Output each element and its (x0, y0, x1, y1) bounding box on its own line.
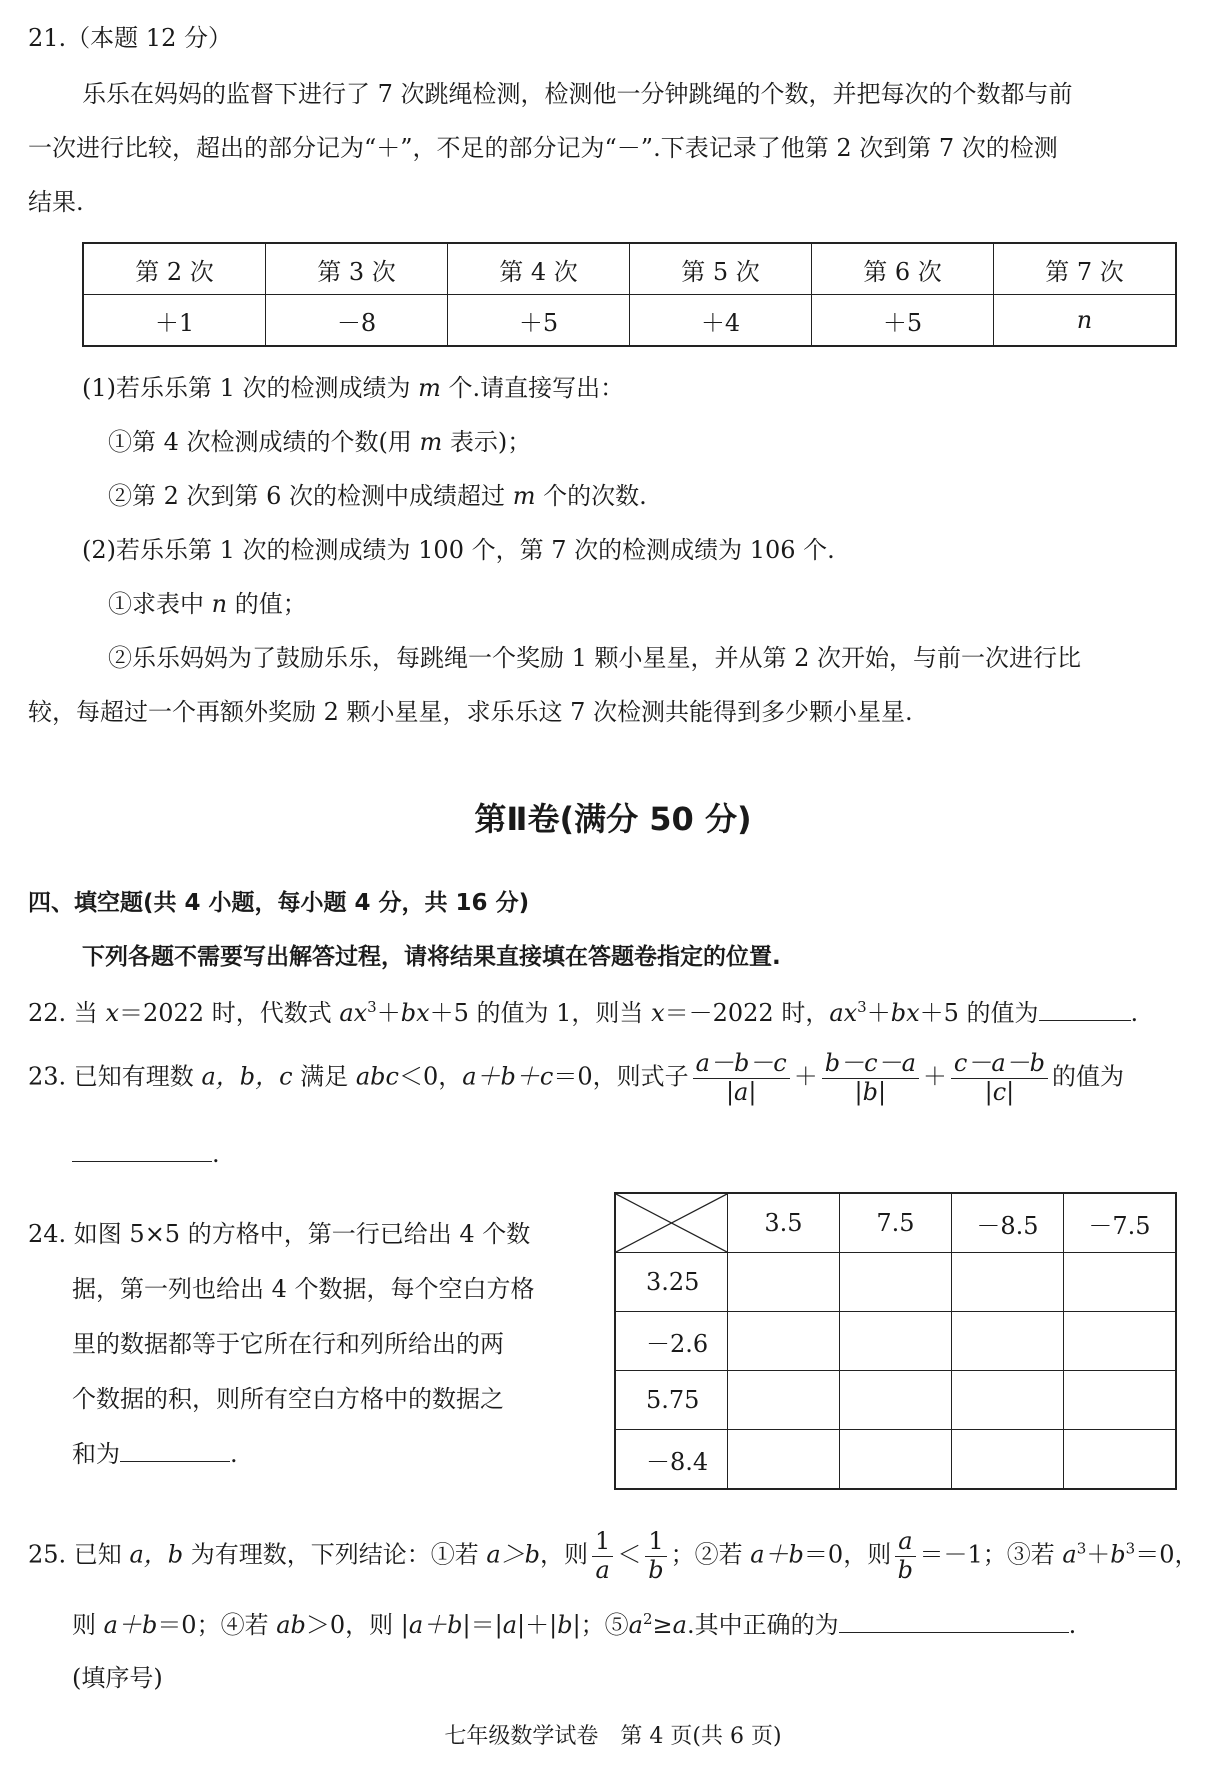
q21-header: 21.（本题 12 分） (28, 24, 232, 52)
grid-row-label: 3.25 (615, 1253, 728, 1312)
grid-row-label: 5.75 (615, 1371, 728, 1430)
q21-part2-ii-line1: ②乐乐妈妈为了鼓励乐乐，每跳绳一个奖励 1 颗小星星，并从第 2 次开始，与前一次进行比 (108, 644, 1082, 672)
q25-fraction-1-over-b: $\frac{1}{b}$ (645, 1528, 666, 1584)
table-cell: n (994, 295, 1177, 347)
page-footer: 七年级数学试卷 第 4 页(共 6 页) (444, 1724, 782, 1749)
q23-fraction-2: $\frac{b-c-a}{|b|}$ (822, 1050, 919, 1106)
grid-empty-cell (728, 1371, 840, 1430)
table-header-cell: 第 3 次 (266, 243, 448, 295)
q24-line1: 24. 如图 5×5 的方格中，第一行已给出 4 个数 (28, 1220, 531, 1248)
q23: 23. 已知有理数 a，b，c 满足 abc＜0，a＋b＋c＝0，则式子 $\frac{a-b-c}{|a|}$ ＋ $\frac{b-c-a}{|b|}$ ＋ $\frac{c-a-b}{|c|}$ 的值为 (28, 1049, 1125, 1106)
table-row (83, 243, 1176, 295)
q24-line5: 和为 . (72, 1440, 238, 1468)
q25-line1: 25. 已知 a，b 为有理数，下列结论：①若 a＞b，则 $\frac{1}{a}$ ＜ $\frac{1}{b}$ ；②若 a＋b＝0，则 $\frac{a}{b}$ ＝－1；③若 $a^3+b^3=0$， (28, 1527, 1199, 1584)
q24-line2: 据，第一列也给出 4 个数据，每个空白方格 (72, 1275, 535, 1303)
q23-answer-blank[interactable] (72, 1160, 212, 1162)
q25-answer-blank[interactable] (839, 1631, 1069, 1633)
grid-row-label: －8.4 (615, 1430, 728, 1490)
q24-line3: 里的数据都等于它所在行和列所给出的两 (72, 1330, 504, 1358)
table-cell: －8 (266, 295, 448, 347)
grid-empty-cell (840, 1371, 952, 1430)
table-row (83, 295, 1176, 347)
cross-mark-icon (616, 1194, 727, 1252)
q21-part2-ii-line2: 较，每超过一个再额外奖励 2 颗小星星，求乐乐这 7 次检测共能得到多少颗小星星. (28, 698, 913, 726)
part2-title: 第Ⅱ卷(满分 50 分) (474, 800, 752, 838)
grid-row-label: －2.6 (615, 1312, 728, 1371)
table-row (615, 1193, 1176, 1253)
q22-answer-blank[interactable] (1039, 1019, 1131, 1021)
q21-part1: (1)若乐乐第 1 次的检测成绩为 m 个.请直接写出： (82, 374, 625, 402)
grid-empty-cell (1064, 1253, 1177, 1312)
grid-header-cell: 7.5 (840, 1193, 952, 1253)
q21-text-line1: 乐乐在妈妈的监督下进行了 7 次跳绳检测，检测他一分钟跳绳的个数，并把每次的个数都与前 (82, 80, 1073, 108)
q21-text-line3: 结果. (28, 188, 84, 216)
grid-header-cell: －8.5 (952, 1193, 1064, 1253)
table-cell: ＋1 (83, 295, 266, 347)
q25-line3: (填序号) (72, 1664, 163, 1692)
grid-empty-cell (840, 1253, 952, 1312)
grid-empty-cell (840, 1430, 952, 1490)
q21-text-line2: 一次进行比较，超出的部分记为“＋”，不足的部分记为“－”.下表记录了他第 2 次到第 7 次的检测 (28, 134, 1058, 162)
q21-part2: (2)若乐乐第 1 次的检测成绩为 100 个，第 7 次的检测成绩为 106 个. (82, 536, 835, 564)
grid-empty-cell (952, 1371, 1064, 1430)
q21-part1-i: ①第 4 次检测成绩的个数(用 m 表示)； (108, 428, 532, 456)
grid-empty-cell (1064, 1312, 1177, 1371)
grid-empty-cell (952, 1430, 1064, 1490)
q23-fraction-3: $\frac{c-a-b}{|c|}$ (951, 1050, 1048, 1106)
grid-header-cell: 3.5 (728, 1193, 840, 1253)
q25-fraction-1-over-a: $\frac{1}{a}$ (592, 1528, 613, 1584)
grid-empty-cell (952, 1253, 1064, 1312)
table-header-cell: 第 4 次 (448, 243, 630, 295)
table-row (615, 1312, 1176, 1371)
table-header-cell: 第 5 次 (630, 243, 812, 295)
q25-fraction-a-over-b: $\frac{a}{b}$ (895, 1528, 915, 1584)
table-row (615, 1253, 1176, 1312)
table-header-cell: 第 2 次 (83, 243, 266, 295)
q22: 22. 当 x＝2022 时，代数式 $ax^3+bx+5$ 的值为 1，则当 x＝－2022 时，$ax^3+bx+5$ 的值为 . (28, 998, 1139, 1027)
grid-empty-cell (728, 1430, 840, 1490)
diagonal-corner-cell (615, 1193, 728, 1253)
table-row (615, 1430, 1176, 1490)
table-header-cell: 第 7 次 (994, 243, 1177, 295)
table-cell: ＋5 (448, 295, 630, 347)
table-cell: ＋4 (630, 295, 812, 347)
q24-answer-blank[interactable] (120, 1460, 230, 1462)
q23-answer-line: . (72, 1140, 220, 1169)
table-header-cell: 第 6 次 (812, 243, 994, 295)
grid-empty-cell (728, 1312, 840, 1371)
q24-line4: 个数据的积，则所有空白方格中的数据之 (72, 1385, 504, 1413)
q25-line2: 则 a＋b＝0；④若 ab＞0，则 |a＋b|＝|a|＋|b|；$⑤a^2\ge a$.其中正确的为 . (72, 1610, 1077, 1639)
q21-part1-ii: ②第 2 次到第 6 次的检测中成绩超过 m 个的次数. (108, 482, 647, 510)
q24-grid (614, 1192, 1177, 1490)
grid-empty-cell (728, 1253, 840, 1312)
grid-empty-cell (840, 1312, 952, 1371)
grid-empty-cell (1064, 1430, 1177, 1490)
q23-fraction-1: $\frac{a-b-c}{|a|}$ (693, 1050, 790, 1106)
section-four-heading: 四、填空题(共 4 小题，每小题 4 分，共 16 分) (28, 890, 530, 916)
grid-empty-cell (952, 1312, 1064, 1371)
grid-header-cell: －7.5 (1064, 1193, 1177, 1253)
table-cell: ＋5 (812, 295, 994, 347)
table-row (615, 1371, 1176, 1430)
q21-part2-i: ①求表中 n 的值； (108, 590, 307, 618)
section-instruction: 下列各题不需要写出解答过程，请将结果直接填在答题卷指定的位置. (82, 944, 781, 970)
grid-empty-cell (1064, 1371, 1177, 1430)
q21-results-table (82, 242, 1177, 347)
